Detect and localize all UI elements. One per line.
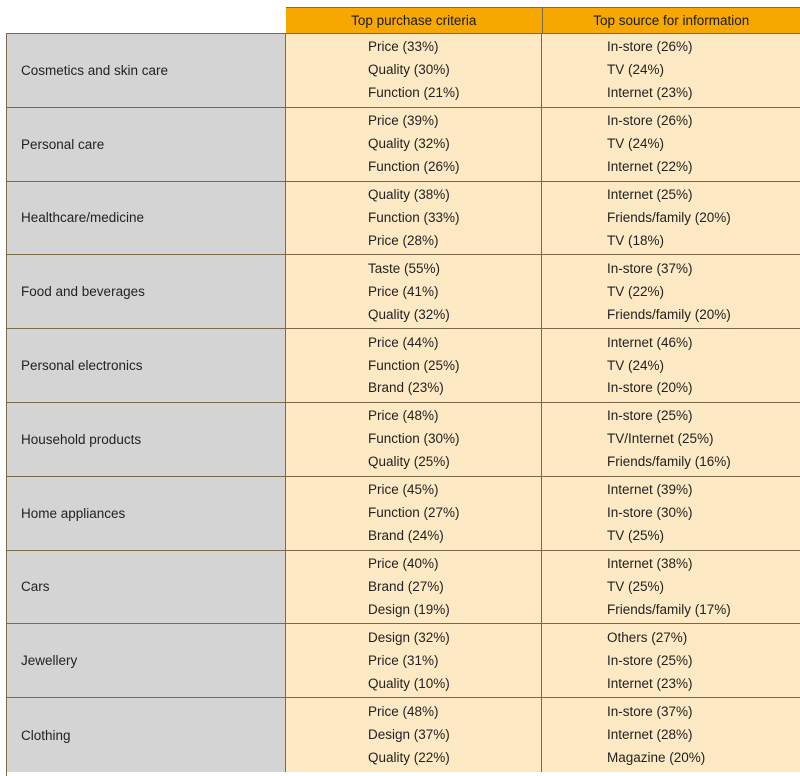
category-cell: Personal care: [7, 108, 286, 181]
criteria-item: Function (25%): [368, 357, 460, 373]
source-cell: [542, 182, 800, 255]
criteria-cell: [286, 329, 542, 402]
source-item: In-store (25%): [607, 408, 693, 424]
category-cell: Healthcare/medicine: [7, 182, 286, 255]
criteria-item: Price (39%): [368, 113, 439, 129]
source-item: Internet (25%): [607, 187, 693, 203]
criteria-cell: [286, 624, 542, 697]
table-row: [7, 255, 800, 329]
category-cell: Household products: [7, 403, 286, 476]
source-item: Friends/family (17%): [607, 601, 731, 617]
source-item: TV (24%): [607, 136, 665, 152]
source-item: TV (22%): [607, 283, 665, 299]
criteria-item: Function (30%): [368, 431, 460, 447]
source-item: In-store (37%): [607, 703, 693, 719]
criteria-cell: [286, 477, 542, 550]
source-cell: [542, 551, 800, 624]
source-cell: [542, 329, 800, 402]
category-cell: Cosmetics and skin care: [7, 34, 286, 107]
source-item: TV (18%): [607, 232, 665, 248]
criteria-item: Price (40%): [368, 556, 439, 572]
source-item: Others (27%): [607, 629, 688, 645]
criteria-item: Quality (30%): [368, 62, 450, 78]
criteria-item: Price (28%): [368, 232, 439, 248]
source-cell: [542, 624, 800, 697]
criteria-item: Quality (38%): [368, 187, 450, 203]
criteria-item: Design (19%): [368, 601, 450, 617]
criteria-item: Price (45%): [368, 482, 439, 498]
category-cell: Home appliances: [7, 477, 286, 550]
table-row: [7, 403, 800, 477]
source-item: TV (24%): [607, 357, 665, 373]
source-item: Friends/family (20%): [607, 306, 731, 322]
source-item: Internet (39%): [607, 482, 693, 498]
criteria-item: Brand (23%): [368, 380, 444, 396]
source-item: TV/Internet (25%): [607, 431, 714, 447]
table-header: [286, 7, 800, 33]
source-item: In-store (25%): [607, 652, 693, 668]
table-row: [7, 477, 800, 551]
criteria-item: Price (48%): [368, 703, 439, 719]
criteria-cell: [286, 403, 542, 476]
table-row: [7, 108, 800, 182]
criteria-item: Price (33%): [368, 39, 439, 55]
source-item: Internet (23%): [607, 85, 693, 101]
source-item: Internet (46%): [607, 334, 693, 350]
category-cell: Food and beverages: [7, 255, 286, 328]
source-item: Internet (22%): [607, 159, 693, 175]
source-item: TV (24%): [607, 62, 665, 78]
source-cell: [542, 477, 800, 550]
source-item: In-store (20%): [607, 380, 693, 396]
table-row: [7, 551, 800, 625]
source-item: Internet (28%): [607, 727, 693, 743]
criteria-item: Design (37%): [368, 727, 450, 743]
source-item: Friends/family (16%): [607, 454, 731, 470]
criteria-item: Price (41%): [368, 283, 439, 299]
source-item: Internet (38%): [607, 556, 693, 572]
table-row: [7, 624, 800, 698]
source-item: Internet (23%): [607, 675, 693, 691]
criteria-item: Quality (25%): [368, 454, 450, 470]
source-cell: [542, 255, 800, 328]
criteria-cell: [286, 698, 542, 772]
criteria-item: Price (44%): [368, 334, 439, 350]
criteria-item: Function (26%): [368, 159, 460, 175]
criteria-cell: [286, 182, 542, 255]
table-row: [7, 329, 800, 403]
criteria-item: Price (48%): [368, 408, 439, 424]
category-cell: Clothing: [7, 698, 286, 772]
criteria-item: Function (27%): [368, 505, 460, 521]
table-body: [6, 33, 800, 776]
criteria-item: Price (31%): [368, 652, 439, 668]
criteria-item: Function (21%): [368, 85, 460, 101]
source-item: TV (25%): [607, 528, 665, 544]
header-purchase-criteria: Top purchase criteria: [286, 8, 543, 33]
source-cell: [542, 108, 800, 181]
criteria-item: Function (33%): [368, 209, 460, 225]
source-item: Magazine (20%): [607, 750, 706, 766]
source-item: In-store (30%): [607, 505, 693, 521]
table-row: [7, 34, 800, 108]
category-cell: Jewellery: [7, 624, 286, 697]
source-item: Friends/family (20%): [607, 209, 731, 225]
criteria-cell: [286, 108, 542, 181]
criteria-item: Quality (32%): [368, 306, 450, 322]
source-item: TV (25%): [607, 578, 665, 594]
table-row: [7, 182, 800, 256]
criteria-item: Brand (24%): [368, 528, 444, 544]
criteria-item: Quality (22%): [368, 750, 450, 766]
criteria-cell: [286, 551, 542, 624]
source-item: In-store (26%): [607, 113, 693, 129]
criteria-item: Design (32%): [368, 629, 450, 645]
criteria-cell: [286, 255, 542, 328]
category-cell: Cars: [7, 551, 286, 624]
source-item: In-store (37%): [607, 260, 693, 276]
source-cell: [542, 403, 800, 476]
category-cell: Personal electronics: [7, 329, 286, 402]
criteria-item: Taste (55%): [368, 260, 441, 276]
criteria-cell: [286, 34, 542, 107]
table-row: [7, 698, 800, 772]
header-information-source: Top source for information: [593, 13, 750, 28]
criteria-item: Quality (32%): [368, 136, 450, 152]
source-cell: [542, 698, 800, 772]
criteria-item: Brand (27%): [368, 578, 444, 594]
source-cell: [542, 34, 800, 107]
criteria-item: Quality (10%): [368, 675, 450, 691]
source-item: In-store (26%): [607, 39, 693, 55]
